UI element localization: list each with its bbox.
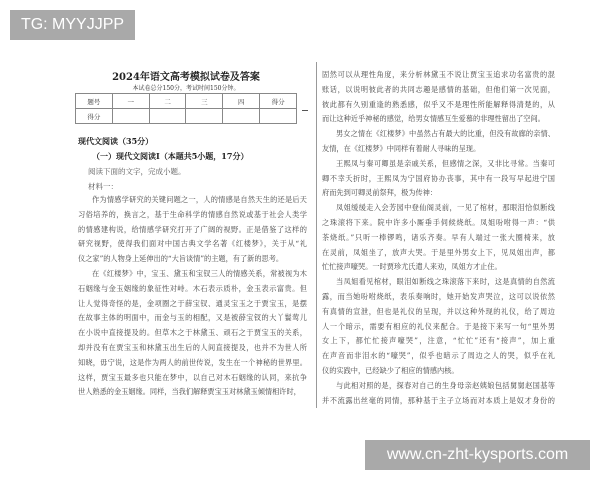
text-line: 知晓，毋宁说，这是作为两人的前世传说，发生在一个神秘的世界里。 bbox=[78, 357, 307, 367]
score-table-cell: 二 bbox=[149, 94, 186, 109]
subsection-heading: （一）现代文阅读Ⅰ（本题共5小题，17分） bbox=[92, 151, 249, 161]
score-table-cell: 一 bbox=[112, 94, 149, 109]
text-line: 彼此都有久别重逢的熟悉感，似乎又不是理性所能解释得清楚的，从 bbox=[322, 99, 555, 109]
text-line: 却并没有在贾宝玉和林黛玉出生后的人间直接提及，也并不为世人所 bbox=[78, 342, 307, 352]
text-line: 露，而当她吩咐烧纸，表乐奏响时，她开始发声哭泣，这可以说依然 bbox=[322, 291, 555, 301]
text-line: 有真情的宣泄，但也是礼仪的呈现，并以这种外现的礼仪，给了周边 bbox=[322, 306, 555, 316]
left-column-text bbox=[78, 193, 307, 400]
text-line: 女上下，都忙忙接声嚎哭”，注意，“忙忙”还有“接声”，加上重 bbox=[322, 336, 555, 346]
score-table bbox=[75, 93, 297, 124]
website-watermark: www.cn-zht-kysports.com bbox=[365, 440, 590, 470]
text-line: 友情，在《红楼梦》中同样有着耐人寻味的呈现。 bbox=[322, 143, 481, 153]
text-line: 石姻缘与金玉姻缘的象征性对峙。木石表示质朴，金玉表示富贵。但 bbox=[78, 283, 307, 293]
score-table-cell: 题号 bbox=[76, 94, 113, 109]
text-line: 这样，贾宝玉最多也只能在梦中，以自己对木石姻缘的认同，来抗争 bbox=[78, 372, 307, 382]
text-line: 仪的实践中，已经缺少了相应的情感内核。 bbox=[322, 365, 459, 375]
score-table-cell: 四 bbox=[223, 94, 260, 109]
score-table-cell bbox=[260, 109, 297, 124]
score-table-header-row bbox=[76, 94, 297, 109]
instruction-text: 阅读下面的文字，完成小题。 bbox=[88, 167, 186, 176]
tg-contact-badge: TG: MYYJJPP bbox=[10, 10, 135, 40]
score-table-cell: 三 bbox=[186, 94, 223, 109]
text-line: 的情感建构说，给情感学研究打开了广阔的视野。正是借鉴了这样的 bbox=[78, 224, 307, 234]
dash-mark bbox=[302, 110, 308, 111]
text-line: 仪之家”的人物身上延伸出的“大旨谈情”的主题，有了新的思考。 bbox=[78, 254, 284, 264]
text-line: 在故事主体的明面中，而金与玉的相配，又是被薛宝钗的大丫鬟莺儿 bbox=[78, 313, 307, 323]
section-heading: 现代文阅读（35分） bbox=[78, 136, 154, 146]
text-line: 茶烧纸。”只听一棒锣鸣，诸乐齐奏。早有人端过一张大圈椅来，放 bbox=[322, 232, 555, 242]
text-line: 卿不幸夭折时，王熙凤为宁国府协办丧事，其中有一段写早起进宁国 bbox=[322, 173, 555, 183]
text-line: 世人熟悉的金玉姻缘。同样，当我们解释贾宝玉对林黛玉倾情相许时， bbox=[78, 387, 301, 397]
document-subtitle: 本试卷总分150分，考试时间150分钟。 bbox=[132, 85, 240, 92]
text-line: 让人觉得奇怪的是，金项圈之于薛宝钗、通灵宝玉之于贾宝玉，是摆 bbox=[78, 298, 307, 308]
document-title: 2024年语文高考模拟试卷及答案 bbox=[112, 72, 260, 83]
text-line: 与此相对照的是，探春对自己的生身母亲赵姨娘包括舅舅赵国基等 bbox=[336, 380, 555, 390]
text-line: 凤姐缓缓走入会芳园中登仙阁灵前，一见了棺材，那眼泪恰似断线 bbox=[336, 203, 555, 213]
text-line: 研究视野，使得我们面对中国古典文学名著《红楼梦》，关于从“礼 bbox=[78, 239, 307, 249]
column-divider bbox=[316, 62, 317, 408]
material-label: 材料一： bbox=[88, 182, 118, 191]
text-line: 府而先到可卿灵前祭拜，极为传神： bbox=[322, 188, 438, 198]
score-table-cell bbox=[149, 109, 186, 124]
text-line: 在小说中直接提及的。但草木之于林黛玉、顽石之于贾宝玉的关系， bbox=[78, 328, 307, 338]
score-table-cell bbox=[223, 109, 260, 124]
score-table-cell: 得分 bbox=[76, 109, 113, 124]
text-line: 王熙凤与秦可卿虽是亲戚关系，但感情之深，又非比寻常。当秦可 bbox=[336, 158, 555, 168]
text-line: 之珠滚将下来。院中许多小厮垂手伺候烧纸。凤姐吩咐得一声：“供 bbox=[322, 217, 555, 227]
text-line: 在声音而非泪水的“嚎哭”，似乎也暗示了周边之人的哭，似乎在礼 bbox=[322, 351, 555, 361]
text-line: 账话，以说明彼此者的共同志趣是感情的基础，但他们第一次见面， bbox=[322, 84, 555, 94]
text-line: 固然可以从理性角度，来分析林黛玉不说让贾宝玉追求功名富贵的混 bbox=[322, 70, 555, 79]
text-line: 当凤姐看见棺材，眼泪如断线之珠滚落下来时，这是真情的自然流 bbox=[336, 277, 555, 287]
text-line: 男女之情在《红楼梦》中虽然占有最大的比重，但没有故廊的亲情、 bbox=[336, 129, 555, 139]
text-line: 并不流露出丝毫的同情，那种基于主子立场而对本质上是奴才身份的 bbox=[322, 395, 555, 405]
text-line: 人一个暗示，需要有相应的礼仪来配合。于是接下来写一句“里外男 bbox=[322, 321, 555, 331]
text-line: 在灵前，凤姐坐了，放声大哭。于是里外男女上下，见凤姐出声，都 bbox=[322, 247, 555, 257]
score-table-cell: 得分 bbox=[260, 94, 297, 109]
text-line: 而让这种近乎神秘的感觉，给男女情感互生爱慕的非理性留出了空间。 bbox=[322, 114, 545, 124]
text-line: 忙忙接声嚎哭。一时贾珍尤氏遣人来劝，凤姐方才止住。 bbox=[322, 262, 502, 272]
score-table-cell bbox=[186, 109, 223, 124]
text-line: 作为情感学研究的关键问题之一，人的情感是自然天生的还是后天 bbox=[92, 195, 307, 204]
text-line: 在《红楼梦》中，宝玉、黛玉和宝钗三人的情感关系，常被视为木 bbox=[92, 268, 307, 278]
score-table-score-row bbox=[76, 109, 297, 124]
text-line: 习俗培养的，换言之，基于生命科学的情感自然说或基于社会人类学 bbox=[78, 209, 307, 219]
right-column-text bbox=[322, 68, 555, 408]
score-table-cell bbox=[112, 109, 149, 124]
